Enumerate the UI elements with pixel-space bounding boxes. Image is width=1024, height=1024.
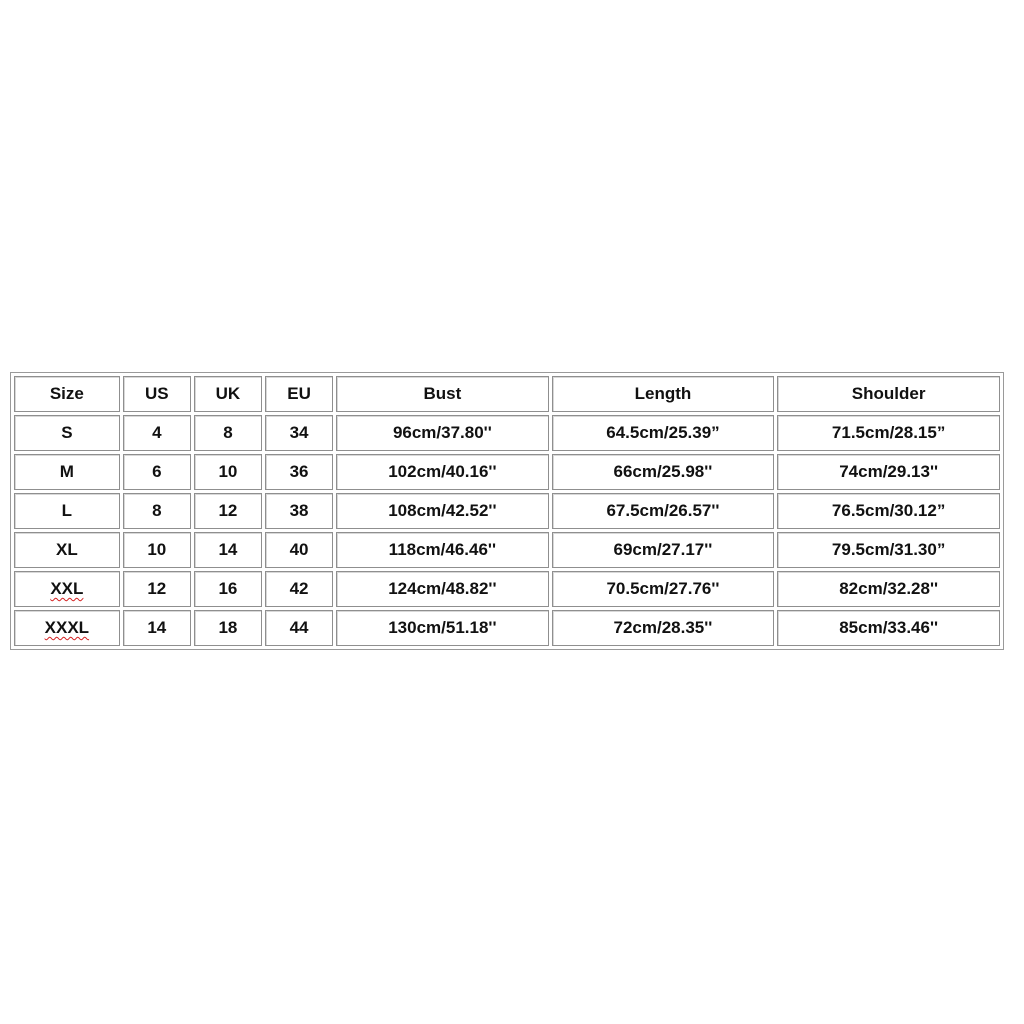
size-cell: XL: [14, 532, 120, 568]
us-cell: 12: [123, 571, 191, 607]
length-cell: 69cm/27.17'': [552, 532, 775, 568]
size-chart-table: [10, 372, 1004, 650]
us-cell: 6: [123, 454, 191, 490]
eu-cell: 36: [265, 454, 333, 490]
length-cell: 64.5cm/25.39”: [552, 415, 775, 451]
us-cell: 14: [123, 610, 191, 646]
us-cell: 10: [123, 532, 191, 568]
length-cell: 72cm/28.35'': [552, 610, 775, 646]
header-eu: EU: [265, 376, 333, 412]
uk-cell: 8: [194, 415, 262, 451]
shoulder-cell: 82cm/32.28'': [777, 571, 1000, 607]
shoulder-cell: 74cm/29.13'': [777, 454, 1000, 490]
shoulder-cell: 79.5cm/31.30”: [777, 532, 1000, 568]
eu-cell: 42: [265, 571, 333, 607]
eu-cell: 40: [265, 532, 333, 568]
bust-cell: 124cm/48.82'': [336, 571, 549, 607]
uk-cell: 10: [194, 454, 262, 490]
table-row: [14, 571, 1000, 607]
us-cell: 4: [123, 415, 191, 451]
table-row: [14, 532, 1000, 568]
uk-cell: 18: [194, 610, 262, 646]
size-label: XXXL: [44, 618, 90, 637]
us-cell: 8: [123, 493, 191, 529]
size-cell: [14, 571, 120, 607]
table-row: [14, 415, 1000, 451]
table-row: [14, 493, 1000, 529]
uk-cell: 14: [194, 532, 262, 568]
header-us: US: [123, 376, 191, 412]
size-cell: [14, 610, 120, 646]
size-cell: M: [14, 454, 120, 490]
bust-cell: 108cm/42.52'': [336, 493, 549, 529]
header-uk: UK: [194, 376, 262, 412]
table-row: [14, 454, 1000, 490]
eu-cell: 38: [265, 493, 333, 529]
uk-cell: 12: [194, 493, 262, 529]
header-row: [14, 376, 1000, 412]
header-size: Size: [14, 376, 120, 412]
bust-cell: 96cm/37.80'': [336, 415, 549, 451]
shoulder-cell: 76.5cm/30.12”: [777, 493, 1000, 529]
eu-cell: 44: [265, 610, 333, 646]
bust-cell: 102cm/40.16'': [336, 454, 549, 490]
length-cell: 66cm/25.98'': [552, 454, 775, 490]
size-label: XXL: [50, 579, 84, 598]
bust-cell: 118cm/46.46'': [336, 532, 549, 568]
length-cell: 67.5cm/26.57'': [552, 493, 775, 529]
length-cell: 70.5cm/27.76'': [552, 571, 775, 607]
shoulder-cell: 85cm/33.46'': [777, 610, 1000, 646]
header-bust: Bust: [336, 376, 549, 412]
size-cell: S: [14, 415, 120, 451]
size-cell: L: [14, 493, 120, 529]
header-shoulder: Shoulder: [777, 376, 1000, 412]
bust-cell: 130cm/51.18'': [336, 610, 549, 646]
shoulder-cell: 71.5cm/28.15”: [777, 415, 1000, 451]
header-length: Length: [552, 376, 775, 412]
uk-cell: 16: [194, 571, 262, 607]
table-row: [14, 610, 1000, 646]
eu-cell: 34: [265, 415, 333, 451]
